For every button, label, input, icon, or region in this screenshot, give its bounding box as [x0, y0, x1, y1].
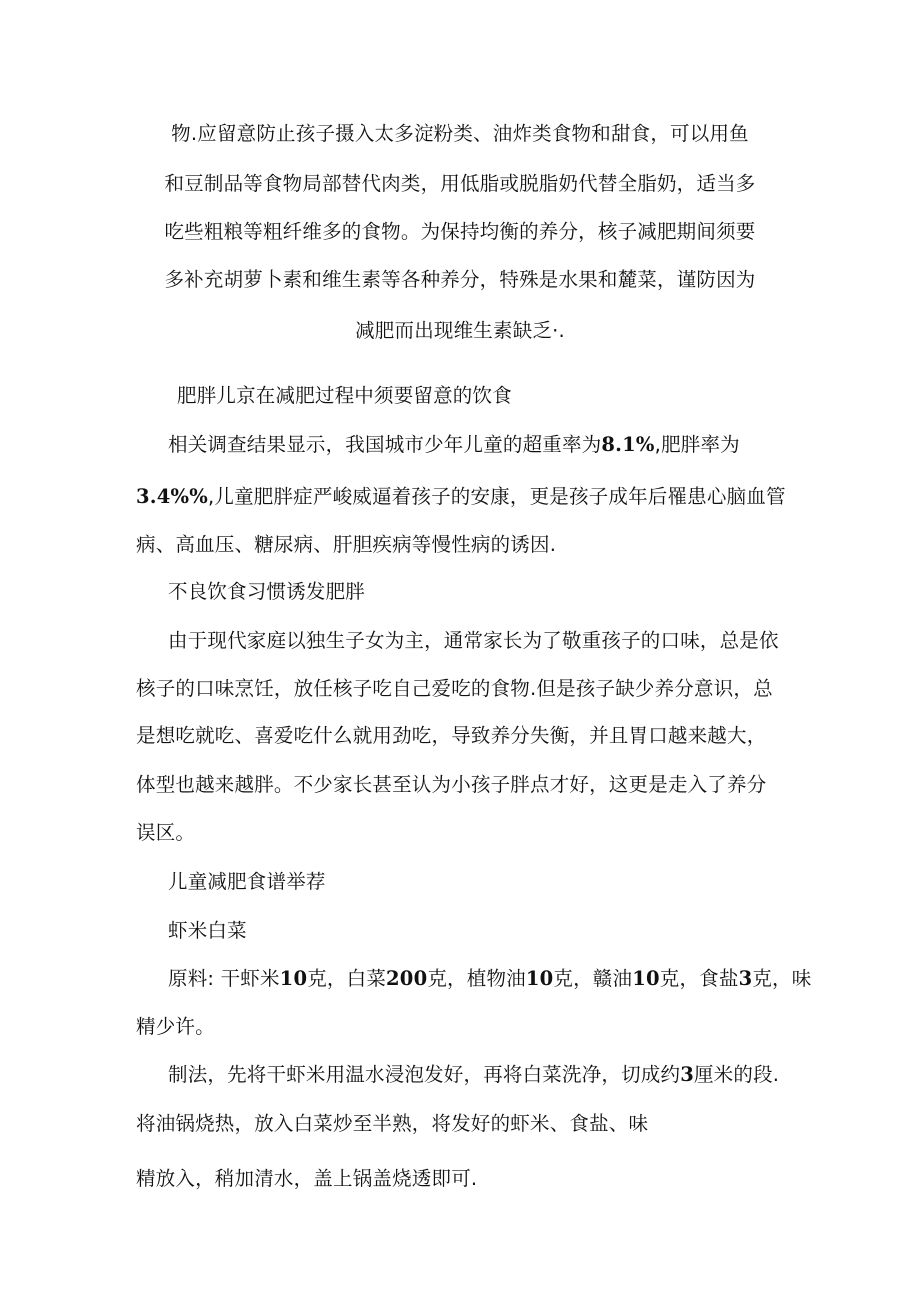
salt-amount: 3: [738, 967, 753, 990]
survey-text: ,肥胖率为: [654, 433, 740, 456]
method-text: 厘米的段.: [693, 1063, 780, 1086]
intro-line-4: 多补充胡萝卜素和维生素等各种养分，特殊是水果和麓菜，谨防因为: [164, 268, 756, 291]
section-heading-bad-habits: 不良饮食习惯诱发肥胖: [168, 580, 366, 603]
obesity-rate: 3.4%%: [136, 485, 208, 508]
ingredients-line-2: 精少许。: [136, 1015, 215, 1038]
method-text: 制法，先将干虾米用温水浸泡发好，再将白菜洗净，切成约: [168, 1063, 681, 1086]
dish-name: 虾米白菜: [168, 919, 247, 942]
ingredients-text: 克，味: [752, 967, 812, 990]
intro-line-2: 和豆制品等食物局部替代肉类，用低脂或脱脂奶代替全脂奶，适当多: [164, 172, 756, 195]
ingredients-text: 原料: 干虾米: [168, 967, 280, 990]
survey-paragraph-line-1: [168, 432, 740, 458]
survey-text: ,儿童肥胖症严峻威逼着孩子的安康，更是孩子成年后罹患心脑血管: [207, 485, 786, 508]
survey-paragraph-line-2: [136, 484, 786, 510]
shrimp-amount: 10: [279, 967, 308, 990]
habits-paragraph-line-1: 由于现代家庭以独生子女为主，通常家长为了敬重孩子的口味，总是依: [168, 629, 779, 652]
survey-text: 相关调查结果显示，我国城市少年儿童的超重率为: [168, 433, 602, 456]
intro-line-1: 物.应留意防止孩子摄入太多淀粉类、油炸类食物和甜食，可以用鱼: [171, 122, 749, 145]
intro-line-5: 减肥而出现维生素缺乏·.: [355, 319, 565, 342]
method-line-2: 将油锅烧热，放入白菜炒至半熟，将发好的虾米、食盐、味: [136, 1112, 649, 1135]
method-line-3: 精放入，稍加清水，盖上锅盖烧透即可.: [136, 1167, 478, 1190]
ingredients-text: 克，赣油: [553, 967, 633, 990]
section-heading-obese-children-diet: 肥胖儿京在减肥过程中须要留意的饮食: [177, 384, 512, 407]
ingredients-line-1: [168, 966, 811, 992]
habits-paragraph-line-3: 是想吃就吃、喜爱吃什么就用劲吃，导致养分失衡，并且胃口越来越大，: [136, 724, 767, 747]
method-line-1: [168, 1062, 779, 1088]
overweight-rate: 8.1%: [601, 433, 655, 456]
cabbage-amount: 200: [386, 967, 428, 990]
habits-paragraph-line-5: 误区。: [136, 821, 196, 844]
ingredients-text: 克，植物油: [427, 967, 526, 990]
intro-line-3: 吃些粗粮等粗纤维多的食物。为保持均衡的养分，核子减肥期间须要: [164, 220, 756, 243]
segment-length: 3: [680, 1063, 694, 1086]
oil-amount: 10: [525, 967, 554, 990]
habits-paragraph-line-4: 体型也越来越胖。不少家长甚至认为小孩子胖点才好，这更是走入了养分: [136, 773, 767, 796]
habits-paragraph-line-2: 核子的口味烹饪，放任核子吃自己爱吃的食物.但是孩子缺少养分意识，总: [136, 677, 773, 700]
section-heading-recipes: 儿童减肥食谱举荐: [168, 870, 326, 893]
survey-paragraph-line-3: 病、高血压、糖尿病、肝胆疾病等慢性病的诱因.: [136, 533, 557, 556]
ingredients-text: 克，白菜: [307, 967, 387, 990]
soy-sauce-amount: 10: [632, 967, 660, 990]
ingredients-text: 克，食盐: [659, 967, 739, 990]
